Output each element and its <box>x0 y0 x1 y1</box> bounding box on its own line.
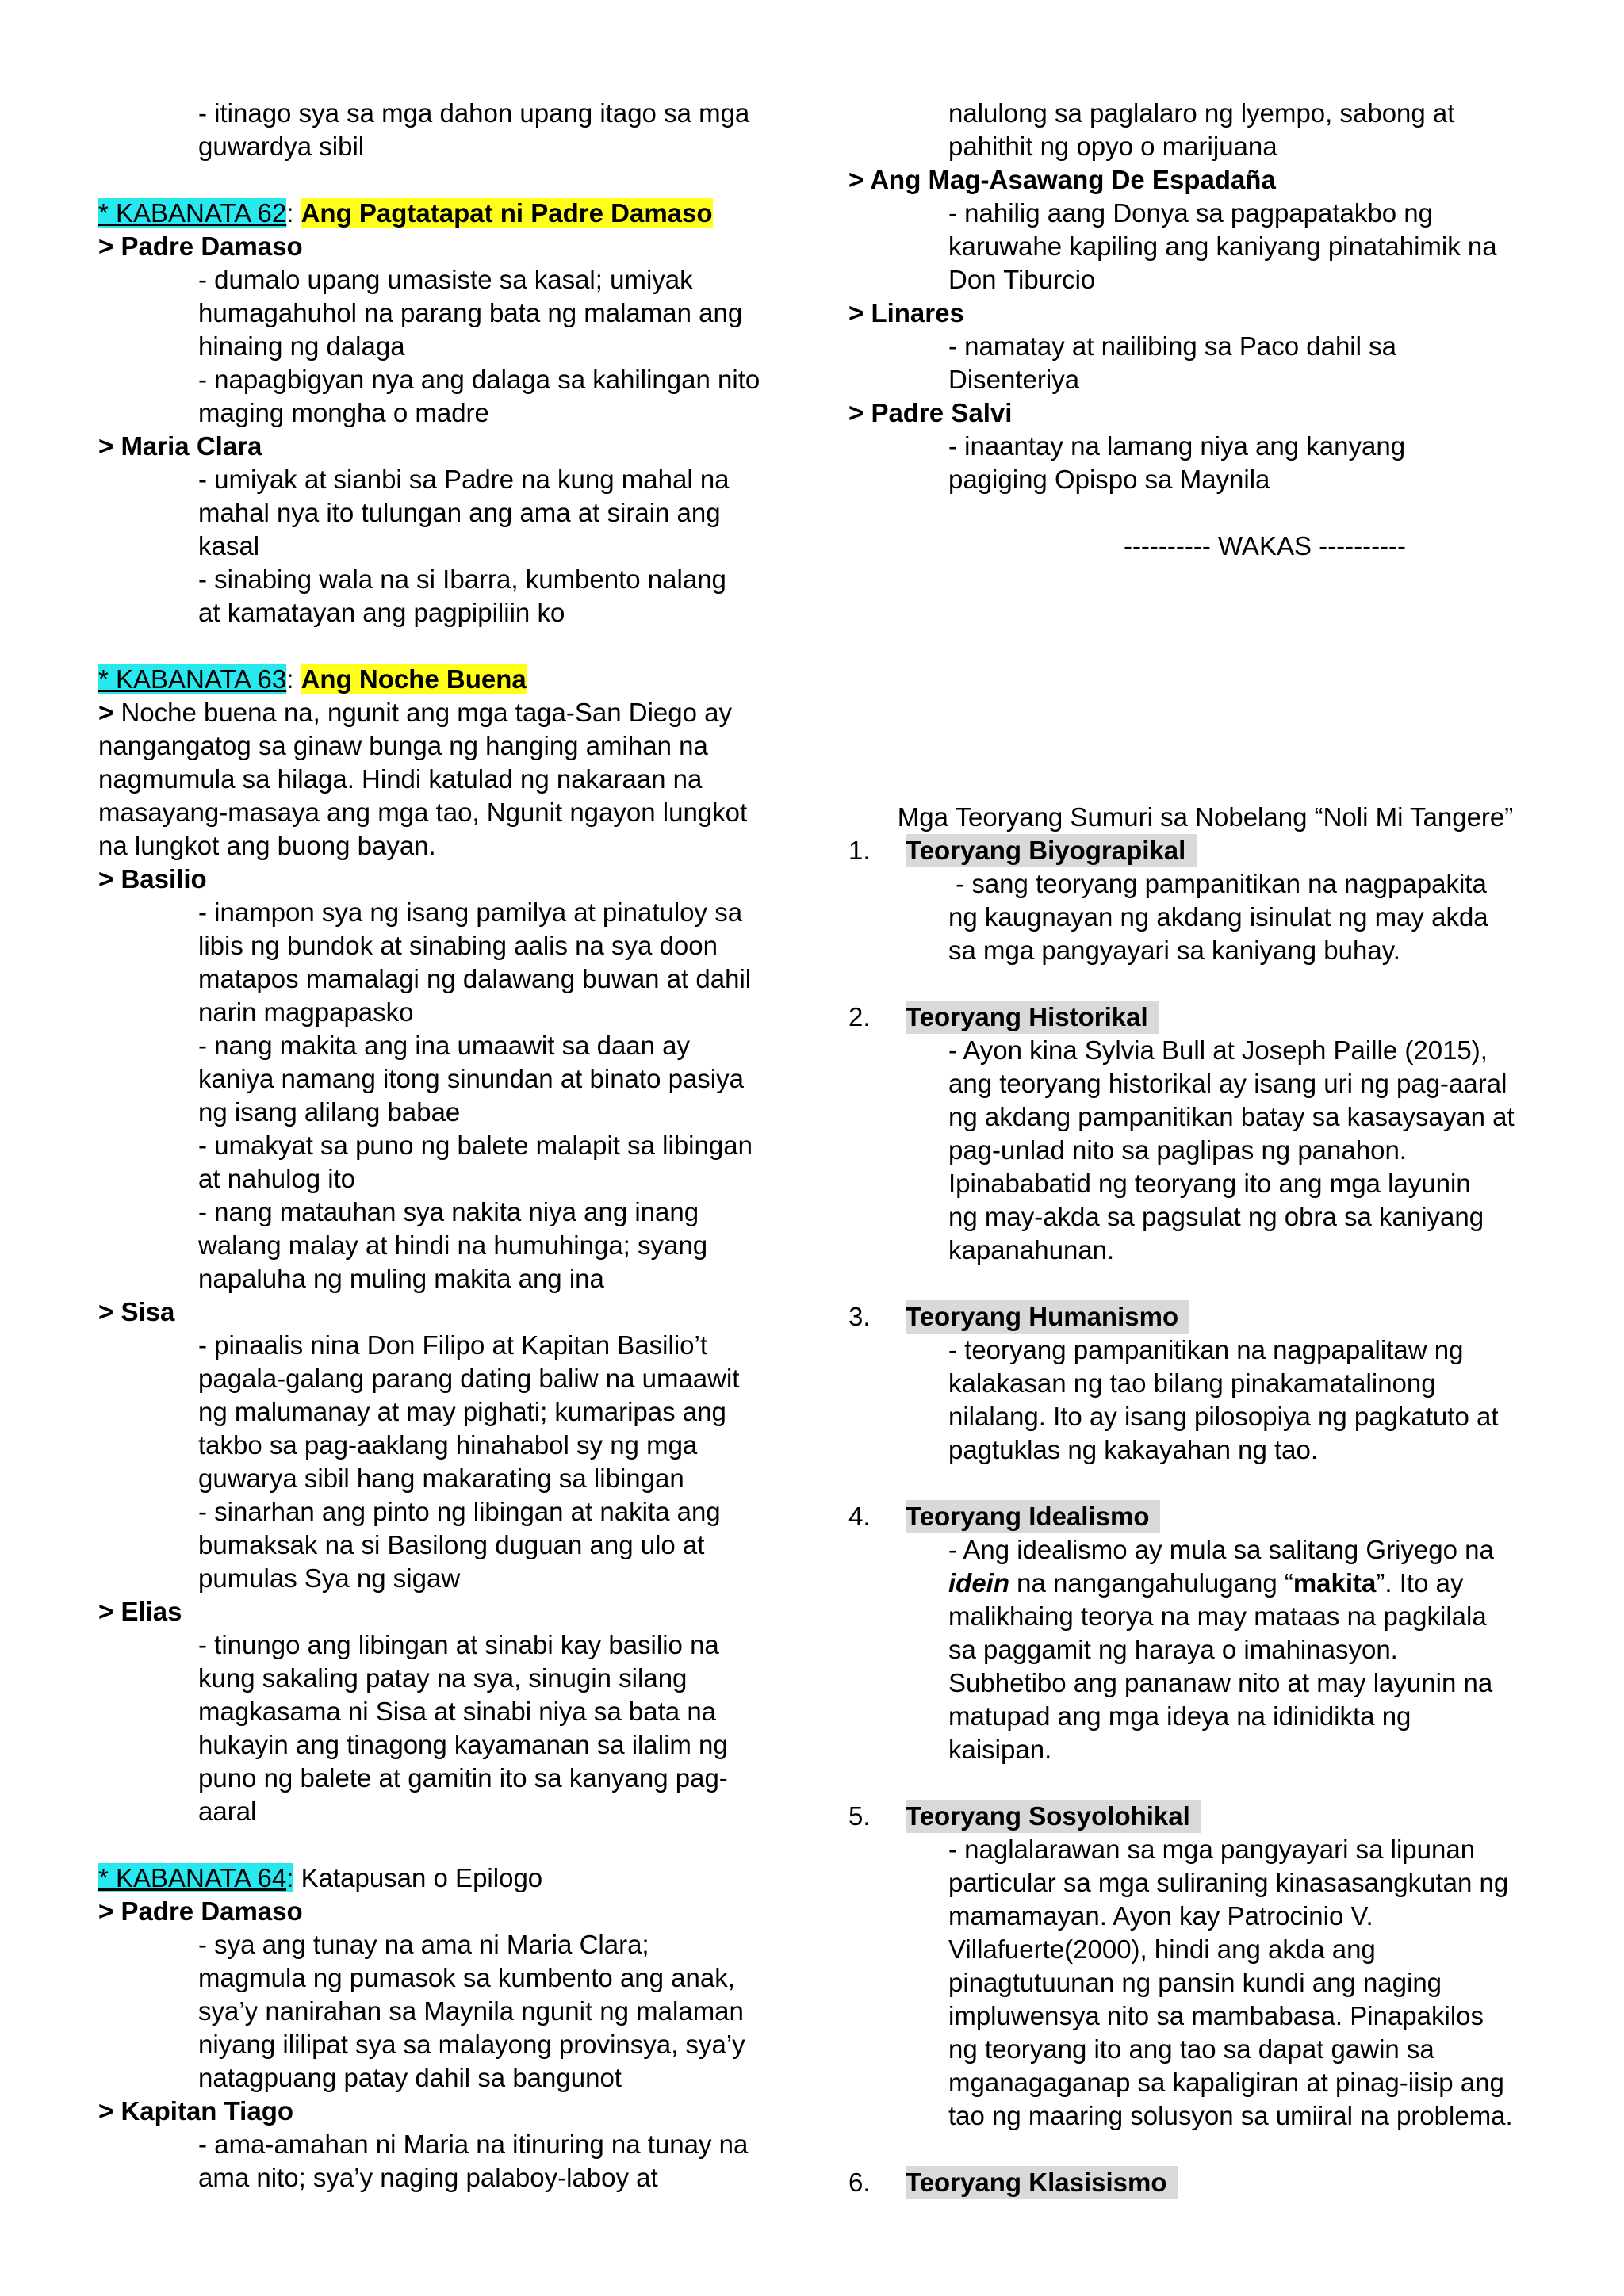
text-line: hukayin ang tinagong kayamanan sa ilalim ng <box>198 1730 728 1759</box>
text-line <box>98 696 796 729</box>
end-marker: ---------- WAKAS ---------- <box>1123 531 1407 561</box>
character-heading: > Sisa <box>98 1297 175 1326</box>
text-line: - inampon sya ng isang pamilya at pinatuloy sa <box>198 897 743 927</box>
text-line: sya’y nanirahan sa Maynila ngunit ng malaman <box>198 1996 744 2026</box>
text-line: pagtuklas ng kakayahan ng tao. <box>948 1435 1319 1464</box>
text-span: Noche buena na, ngunit ang mga taga-San Diego ay <box>121 698 733 727</box>
text-line: mganagaganap sa kapaligiran at pinag-iisip ang <box>948 2068 1504 2097</box>
text-line: sa paggamit ng haraya o imahinasyon. <box>948 1635 1398 1664</box>
text-line: na lungkot ang buong bayan. <box>98 831 436 860</box>
text-line: maging mongha o madre <box>198 398 489 427</box>
text-line: pagiging Opispo sa Maynila <box>948 465 1270 494</box>
bullet-mark: > <box>98 698 121 727</box>
text-line: mahal nya ito tulungan ang ama at sirain ang <box>198 498 721 527</box>
text-line: pag-unlad nito sa paglipas ng panahon. <box>948 1135 1407 1165</box>
theory-name: Teoryang Humanismo <box>906 1300 1189 1334</box>
text-line: hinaing ng dalaga <box>198 331 405 361</box>
text-line <box>848 1567 1562 1600</box>
theory-item <box>848 1800 1562 1833</box>
list-number: 1. <box>848 836 871 865</box>
text-line: pagala-galang parang dating baliw na umaawit <box>198 1364 740 1393</box>
list-number: 5. <box>848 1801 871 1831</box>
text-line: at kamatayan ang pagpipiliin ko <box>198 598 565 627</box>
text-line: guwardya sibil <box>198 132 365 161</box>
text-line: natagpuang patay dahil sa bangunot <box>198 2063 622 2092</box>
chapter-title: Ang Noche Buena <box>301 664 527 694</box>
text-line: ama nito; sya’y naging palaboy-laboy at <box>198 2163 658 2192</box>
text-line: takbo sa pag-aaklang hinahabol sy ng mga <box>198 1430 698 1460</box>
text-line: - nang makita ang ina umaawit sa daan ay <box>198 1031 691 1060</box>
text-line: kaniya namang itong sinundan at binato pasiya <box>198 1064 744 1093</box>
chapter-title: Katapusan o Epilogo <box>293 1863 543 1892</box>
character-heading: > Padre Damaso <box>98 1896 303 1926</box>
emphasized-word: idein <box>948 1568 1010 1598</box>
text-line: - dumalo upang umasiste sa kasal; umiyak <box>198 265 693 294</box>
theory-item <box>848 2166 1562 2199</box>
character-heading: > Ang Mag-Asawang De Espadaña <box>848 165 1276 194</box>
theories-title: Mga Teoryang Sumuri sa Nobelang “Noli Mi Tangere” <box>897 802 1514 832</box>
text-line: tao ng maaring solusyon sa umiiral na problema. <box>948 2101 1513 2130</box>
text-line: karuwahe kapiling ang kaniyang pinatahimik na <box>948 232 1497 261</box>
text-line: - itinago sya sa mga dahon upang itago sa mga <box>198 98 750 128</box>
text-line: - napagbigyan nya ang dalaga sa kahilingan nito <box>198 365 760 394</box>
text-line: nagmumula sa hilaga. Hindi katulad ng nakaraan na <box>98 764 703 794</box>
chapter-number: * KABANATA 64 <box>98 1863 287 1892</box>
chapter-number: * KABANATA 63 <box>98 664 287 694</box>
text-line <box>848 867 1562 901</box>
text-line: Villafuerte(2000), hindi ang akda ang <box>948 1934 1376 1964</box>
text-line: bumaksak na si Basilong duguan ang ulo at <box>198 1530 705 1559</box>
text-line: niyang ililipat sya sa malayong provinsya, sya’y <box>198 2030 745 2059</box>
chapter-63-heading <box>98 663 796 696</box>
text-line: at nahulog ito <box>198 1164 356 1193</box>
text-line: pahithit ng opyo o marijuana <box>948 132 1277 161</box>
text-line: magmula ng pumasok sa kumbento ang anak, <box>198 1963 735 1992</box>
text-line: - umiyak at sianbi sa Padre na kung mahal na <box>198 465 730 494</box>
text-line: guwarya sibil hang makarating sa libingan <box>198 1464 684 1493</box>
chapter-64-heading <box>98 1862 796 1895</box>
text-line: Subhetibo ang pananaw nito at may layunin na <box>948 1668 1493 1697</box>
chapter-title: Ang Pagtatapat ni Padre Damaso <box>301 198 713 228</box>
theory-name: Teoryang Klasisismo <box>906 2166 1178 2199</box>
list-number: 6. <box>848 2168 871 2197</box>
character-heading: > Kapitan Tiago <box>98 2096 294 2126</box>
text-line: Don Tiburcio <box>948 265 1096 294</box>
text-line: puno ng balete at gamitin ito sa kanyang pag- <box>198 1763 728 1793</box>
text-line: nangangatog sa ginaw bunga ng hanging amihan na <box>98 731 708 760</box>
text-line: ng teoryang ito ang tao sa dapat gawin sa <box>948 2034 1434 2064</box>
text-line: magkasama ni Sisa at sinabi niya sa bata na <box>198 1697 717 1726</box>
text-line: - tinungo ang libingan at sinabi kay basilio na <box>198 1630 719 1659</box>
text-line: napaluha ng muling makita ang ina <box>198 1264 604 1293</box>
text-line: kung sakaling patay na sya, sinugin silang <box>198 1663 688 1693</box>
text-line: ng may-akda sa pagsulat ng obra sa kaniyang <box>948 1202 1484 1231</box>
theory-item <box>848 1500 1562 1533</box>
text-span: ”. Ito ay <box>1376 1568 1464 1598</box>
text-line: - ama-amahan ni Maria na itinuring na tunay na <box>198 2130 749 2159</box>
chapter-number: * KABANATA 62 <box>98 198 287 228</box>
theory-name: Teoryang Historikal <box>906 1001 1159 1034</box>
text-line: libis ng bundok at sinabing aalis na sya doon <box>198 931 718 960</box>
text-span: na nangangahulugang “ <box>1009 1568 1293 1598</box>
text-line: walang malay at hindi na humuhinga; syang <box>198 1230 708 1260</box>
text-line: - namatay at nailibing sa Paco dahil sa <box>948 331 1396 361</box>
text-line: - inaantay na lamang niya ang kanyang <box>948 431 1406 461</box>
text-line: particular sa mga suliraning kinasasangkutan ng <box>948 1868 1509 1897</box>
left-column <box>98 97 796 2195</box>
list-number: 2. <box>848 1002 871 1031</box>
text-line: humagahuhol na parang bata ng malaman ang <box>198 298 743 327</box>
text-line: - umakyat sa puno ng balete malapit sa libingan <box>198 1131 753 1160</box>
theory-item <box>848 1300 1562 1334</box>
character-heading: > Linares <box>848 298 964 327</box>
text-span: - sang teoryang pampanitikan na nagpapakita <box>948 869 1487 898</box>
character-heading: > Maria Clara <box>98 431 262 461</box>
text-line: - Ang idealismo ay mula sa salitang Griyego na <box>948 1535 1494 1564</box>
theory-name: Teoryang Idealismo <box>906 1500 1160 1533</box>
text-line: matapos mamalagi ng dalawang buwan at dahil <box>198 964 752 993</box>
text-line: - sinabing wala na si Ibarra, kumbento nalang <box>198 564 726 594</box>
text-line: - nang matauhan sya nakita niya ang inang <box>198 1197 699 1226</box>
text-line: Disenteriya <box>948 365 1080 394</box>
character-heading: > Elias <box>98 1597 182 1626</box>
text-line: mamamayan. Ayon kay Patrocinio V. <box>948 1901 1373 1931</box>
text-line: kapanahunan. <box>948 1235 1115 1265</box>
right-column <box>848 97 1562 2199</box>
text-line: - pinaalis nina Don Filipo at Kapitan Basilio’t <box>198 1330 708 1360</box>
text-line: - teoryang pampanitikan na nagpapalitaw ng <box>948 1335 1464 1364</box>
text-line: impluwensya nito sa mambabasa. Pinapakilos <box>948 2001 1484 2030</box>
text-line: pinagtutuunan ng pansin kundi ang naging <box>948 1968 1442 1997</box>
character-heading: > Padre Damaso <box>98 232 303 261</box>
text-line: ng kaugnayan ng akdang isinulat ng may akda <box>948 902 1488 932</box>
text-line: aaral <box>198 1797 257 1826</box>
character-heading: > Padre Salvi <box>848 398 1013 427</box>
theory-item <box>848 1001 1562 1034</box>
text-line: nalulong sa paglalaro ng lyempo, sabong at <box>948 98 1455 128</box>
text-line: sa mga pangyayari sa kaniyang buhay. <box>948 936 1400 965</box>
text-line: ng malumanay at may pighati; kumaripas ang <box>198 1397 726 1426</box>
text-line: kalakasan ng tao bilang pinakamatalinong <box>948 1368 1436 1398</box>
text-line: - Ayon kina Sylvia Bull at Joseph Paille (2015), <box>948 1035 1488 1065</box>
text-line: Ipinababatid ng teoryang ito ang mga layunin <box>948 1169 1471 1198</box>
text-line: masayang-masaya ang mga tao, Ngunit ngayon lungkot <box>98 798 748 827</box>
text-line: ang teoryang historikal ay isang uri ng pag-aaral <box>948 1069 1507 1098</box>
text-line: narin magpapasko <box>198 997 414 1027</box>
list-number: 4. <box>848 1502 871 1531</box>
theory-name: Teoryang Biyograpikal <box>906 834 1197 867</box>
text-line: ng akdang pampanitikan batay sa kasaysayan at <box>948 1102 1515 1131</box>
text-line: - sya ang tunay na ama ni Maria Clara; <box>198 1930 649 1959</box>
text-line: - naglalarawan sa mga pangyayari sa lipunan <box>948 1835 1476 1864</box>
character-heading: > Basilio <box>98 864 207 894</box>
separator: : <box>286 664 301 694</box>
chapter-62-heading <box>98 197 796 230</box>
text-line: pumulas Sya ng sigaw <box>198 1563 461 1593</box>
list-number: 3. <box>848 1302 871 1331</box>
text-line: nilalang. Ito ay isang pilosopiya ng pagkatuto at <box>948 1402 1499 1431</box>
text-line: - nahilig aang Donya sa pagpapatakbo ng <box>948 198 1433 228</box>
theory-item <box>848 834 1562 867</box>
text-line: malikhaing teorya na may mataas na pagkilala <box>948 1601 1487 1631</box>
separator: : <box>286 198 301 228</box>
separator: : <box>286 1863 294 1892</box>
text-line: kasal <box>198 531 260 561</box>
text-line: matupad ang mga ideya na idinidikta ng <box>948 1701 1411 1731</box>
text-line: ng isang alilang babae <box>198 1097 461 1127</box>
text-line: kaisipan. <box>948 1735 1052 1764</box>
bold-word: makita <box>1293 1568 1377 1598</box>
theory-name: Teoryang Sosyolohikal <box>906 1800 1201 1833</box>
text-line: - sinarhan ang pinto ng libingan at nakita ang <box>198 1497 721 1526</box>
